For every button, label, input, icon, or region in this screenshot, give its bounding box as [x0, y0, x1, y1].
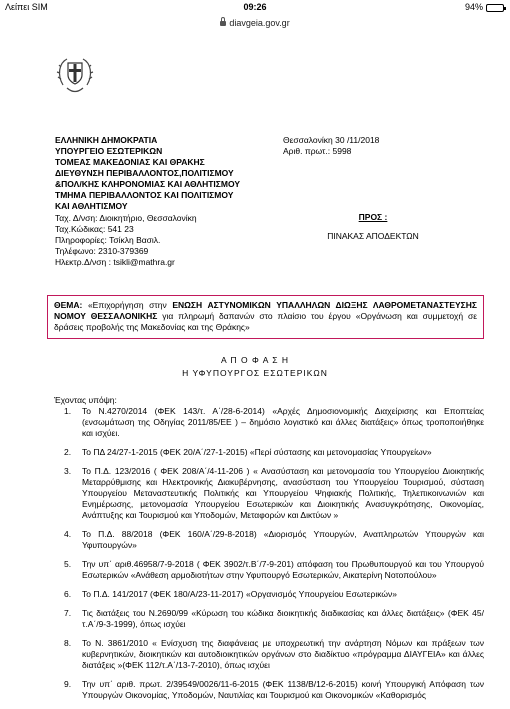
- hellenic-republic-emblem-icon: [55, 55, 95, 97]
- date-protocol-block: [283, 135, 463, 157]
- status-right: [465, 0, 504, 15]
- considerations-list: [64, 406, 484, 709]
- item-number: 2.: [64, 447, 72, 457]
- item-text: Το Ν. 3861/2010 « Ενίσχυση της διαφάνειας με υποχρεωτική την ανάρτηση Νόμων και πράξεων των κυβερνητικών, διοικητικών και αυτοδιοικητικών οργάνων στο διαδίκτυο «πρόγραμμα ΔΙΑΥΓΕΙΑ» και άλλες διατάξεις »(ΦΕΚ 112/τ.Α΄/13-7-2010), όπως ισχύει: [82, 638, 484, 670]
- sender-line: ΤΜΗΜΑ ΠΕΡΙΒΑΛΛΟΝΤΟΣ ΚΑΙ ΠΟΛΙΤΙΣΜΟΥ: [55, 190, 234, 200]
- item-number: 7.: [64, 608, 72, 618]
- item-text: Το Π.Δ. 141/2017 (ΦΕΚ 180/Α/23-11-2017) «Οργανισμός Υπουργείου Εσωτερικών»: [82, 589, 397, 599]
- contact-line: Ηλεκτρ.Δ/νση : tsikli@mathra.gr: [55, 257, 175, 267]
- contact-line: Τηλέφωνο: 2310-379369: [55, 246, 149, 256]
- intro-text: Έχοντας υπόψη:: [54, 395, 117, 405]
- recipients-block: [283, 212, 463, 242]
- list-item: [64, 589, 484, 600]
- clock: 09:26: [243, 2, 267, 12]
- item-number: 1.: [64, 406, 72, 416]
- battery-percent: 94%: [464, 2, 483, 12]
- document-page: [0, 33, 510, 700]
- item-number: 6.: [64, 589, 72, 599]
- contact-line: Ταχ.Κώδικας: 541 23: [55, 224, 134, 234]
- lock-icon: [220, 21, 226, 26]
- list-item: [64, 559, 484, 581]
- sender-line: ΕΛΛΗΝΙΚΗ ΔΗΜΟΚΡΑΤΙΑ: [55, 135, 158, 145]
- item-number: 8.: [64, 638, 72, 648]
- contact-line: Πληροφορίες: Τσίκλη Βασιλ.: [55, 235, 161, 245]
- decision-title: Α Π Ο Φ Α Σ Η: [220, 355, 290, 365]
- item-number: 5.: [64, 559, 72, 569]
- sender-line: ΔΙΕΥΘΥΝΣΗ ΠΕΡΙΒΑΛΛΟΝΤΟΣ,ΠΟΛΙΤΙΣΜΟΥ: [55, 168, 234, 178]
- item-text: Το ΠΔ 24/27-1-2015 (ΦΕΚ 20/Α΄/27-1-2015) «Περί σύστασης και μετονομασίας Υπουργείων»: [82, 447, 432, 457]
- subject-text-a: «Επιχορήγηση στην: [87, 300, 173, 310]
- battery-icon: [486, 4, 504, 12]
- sender-line: ΚΑΙ ΑΘΛΗΤΙΣΜΟΥ: [55, 201, 128, 211]
- item-number: 4.: [64, 529, 72, 539]
- sender-line: ΥΠΟΥΡΓΕΙΟ ΕΣΩΤΕΡΙΚΩΝ: [55, 146, 163, 156]
- subject-label: ΘΕΜΑ:: [54, 300, 83, 310]
- address-bar[interactable]: [0, 15, 510, 31]
- to-label: ΠΡΟΣ :: [358, 212, 388, 222]
- list-item: [64, 466, 484, 521]
- contact-line: Ταχ. Δ/νση: Διοικητήριο, Θεσσαλονίκη: [55, 213, 197, 223]
- place-date: Θεσσαλονίκη 30 /11/2018: [283, 135, 380, 145]
- item-number: 3.: [64, 466, 72, 476]
- status-bar: [0, 0, 510, 15]
- item-number: 9.: [64, 679, 72, 689]
- sender-block: [55, 135, 265, 212]
- list-item: [64, 608, 484, 630]
- contact-block: [55, 213, 285, 268]
- subject-text-b: για πληρωμή δαπανών στο πλαίσιο του έργου «Οργάνωση και συμμετοχή σε δράσεις προβολής της Μακεδονίας και της Θράκης»: [54, 311, 478, 332]
- list-item: [64, 447, 484, 458]
- subject-org: ΕΝΩΣΗ ΑΣΤΥΝΟΜΙΚΩΝ ΥΠΑΛΛΗΛΩΝ ΔΙΩΞΗΣ ΛΑΘΡΟΜΕΤΑΝΑΣΤΕΥΣΗΣ ΝΟΜΟΥ ΘΕΣΣΑΛΟΝΙΚΗΣ: [54, 300, 477, 321]
- item-text: Την υπ΄ αριθ. πρωτ. 2/39549/0026/11-6-2015 (ΦΕΚ 1138/Β/12-6-2015) κοινή Υπουργική Απόφαση των Υπουργών Οικονομίας, Υποδομών, Ναυτιλίας και Τουρισμού και Οικονομικών «Καθορισμός: [82, 679, 484, 700]
- item-text: Το Π.Δ. 123/2016 ( ΦΕΚ 208/Α΄/4-11-206 ) « Ανασύσταση και μετονομασία του Υπουργείου Διοικητικής Μεταρρύθμισης και Ηλεκτρονικής Διακυβέρνησης, ανασύσταση του Υπουργείου Τουρισμού, σύσταση Υπουργείου Μεταναστευτικής Πολιτικής και Υπουργείου Ψηφιακής Πολιτικής, Τηλεπικοινωνιών και Ενημέρωσης, μετονομασία Υπουργείου Εσωτερικών και Διοικητικής Ανασυγκρότησης, Οικονομίας, Ανάπτυξης και Τουρισμού και Υποδομών, Μεταφορών και Δικτύων »: [82, 466, 484, 520]
- item-text: Το Π.Δ. 88/2018 (ΦΕΚ 160/Α΄/29-8-2018) «Διορισμός Υπουργών, Αναπληρωτών Υπουργών και Υφυπουργών»: [82, 529, 484, 550]
- subject-box: [47, 295, 484, 339]
- to-value: ΠΙΝΑΚΑΣ ΑΠΟΔΕΚΤΩΝ: [327, 231, 419, 241]
- list-item: [64, 529, 484, 551]
- protocol-number: Αριθ. πρωτ.: 5998: [283, 146, 352, 156]
- decision-subtitle: Η ΥΦΥΠΟΥΡΓΟΣ ΕΣΩΤΕΡΙΚΩΝ: [182, 368, 328, 378]
- carrier-label: Λείπει SIM: [5, 2, 48, 12]
- item-text: Την υπ΄ αριθ.46958/7-9-2018 ( ΦΕΚ 3902/τ.Β΄/7-9-201) απόφαση του Πρωθυπουργού και του Υπουργού Εσωτερικών «Ανάθεση αρμοδιοτήτων στην Υφυπουργό Εσωτερικών, Αικατερίνη Νοτοπούλου»: [82, 559, 484, 580]
- url-domain: diavgeia.gov.gr: [229, 18, 290, 28]
- list-item: [64, 638, 484, 671]
- list-item: [64, 679, 484, 701]
- item-text: Το Ν.4270/2014 (ΦΕΚ 143/τ. Α΄/28-6-2014) «Αρχές Δημοσιονομικής Διαχείρισης και Εποπτείας (ενσωμάτωση της Οδηγίας 2011/85/ΕΕ ) – δημόσιο λογιστικό και άλλες διατάξεις» όπως τροποποιήθηκε και ισχύει.: [82, 406, 484, 438]
- sender-line: ΤΟΜΕΑΣ ΜΑΚΕΔΟΝΙΑΣ ΚΑΙ ΘΡΑΚΗΣ: [55, 157, 205, 167]
- list-item: [64, 406, 484, 439]
- item-text: Τις διατάξεις του Ν.2690/99 «Κύρωση του κώδικα διοικητικής διαδικασίας και άλλες διατάξεις» (ΦΕΚ 45/τ.Α΄/9-3-1999), όπως ισχύει: [82, 608, 484, 629]
- sender-line: &ΠΟΛ/ΚΗΣ ΚΛΗΡΟΝΟΜΙΑΣ ΚΑΙ ΑΘΛΗΤΙΣΜΟΥ: [55, 179, 241, 189]
